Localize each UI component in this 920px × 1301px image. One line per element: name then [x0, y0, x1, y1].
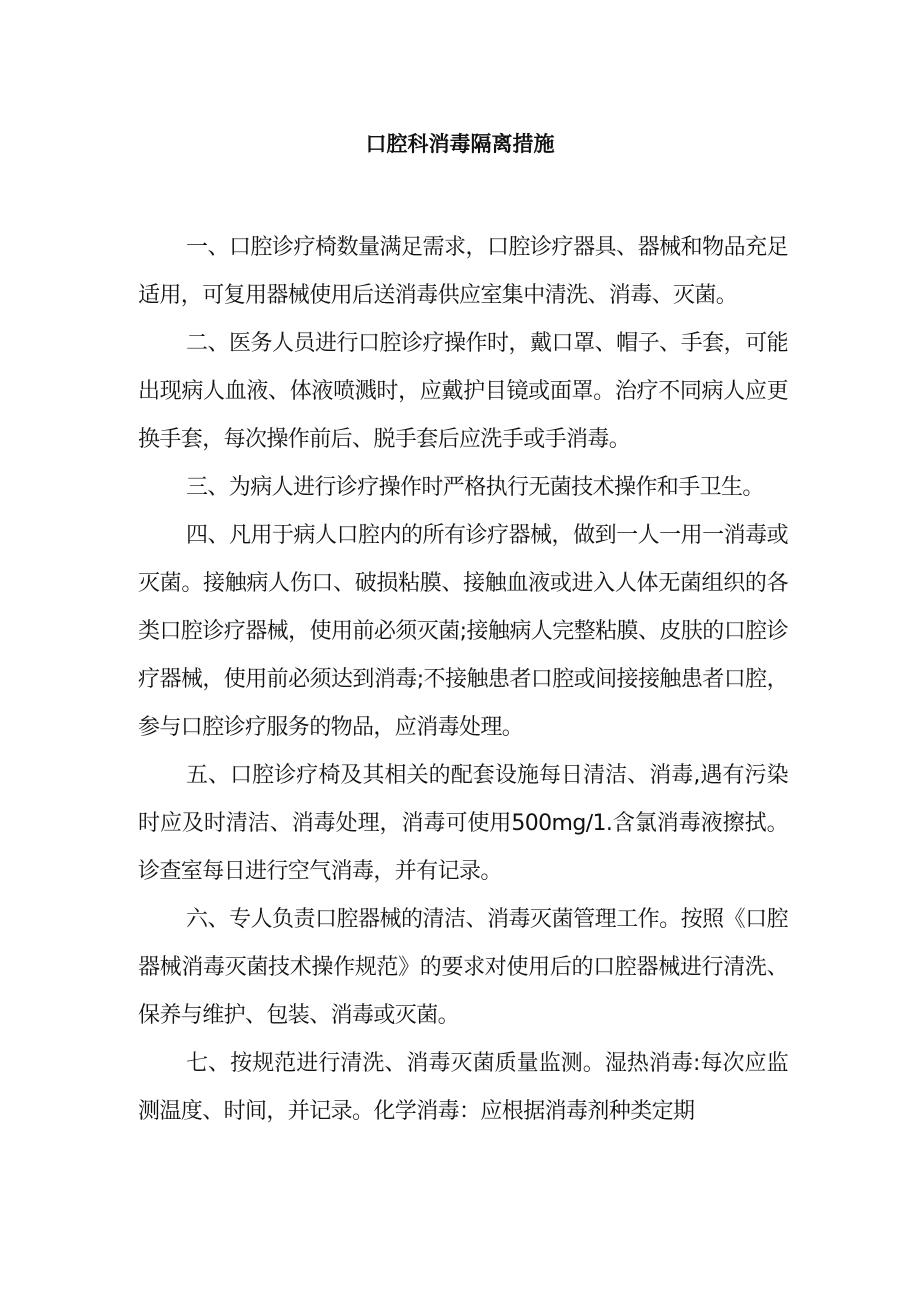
- document-body: [138, 224, 788, 1136]
- paragraph-2: 二、医务人员进行口腔诊疗操作时，戴口罩、帽子、手套，可能出现病人血液、体液喷溅时，应戴护目镜或面罩。治疗不同病人应更换手套，每次操作前后、脱手套后应洗手或手消毒。: [138, 331, 788, 452]
- paragraph-4: 四、凡用于病人口腔内的所有诊疗器械，做到一人一用一消毒或灭菌。接触病人伤口、破损粘膜、接触血液或进入人体无菌组织的各类口腔诊疗器械，使用前必须灭菌;接触病人完整粘膜、皮肤的口腔诊疗器械，使用前必须达到消毒;不接触患者口腔或间接接触患者口腔，参与口腔诊疗服务的物品，应消毒处理。: [138, 523, 788, 740]
- paragraph-1: 一、口腔诊疗椅数量满足需求，口腔诊疗器具、器械和物品充足适用，可复用器械使用后送消毒供应室集中清洗、消毒、灭菌。: [138, 235, 788, 308]
- paragraph-6: 六、专人负责口腔器械的清洁、消毒灭菌管理工作。按照《口腔器械消毒灭菌技术操作规范》的要求对使用后的口腔器械进行清洗、保养与维护、包装、消毒或灭菌。: [138, 907, 788, 1028]
- paragraph-7: 七、按规范进行清洗、消毒灭菌质量监测。湿热消毒:每次应监测温度、时间，并记录。化学消毒：应根据消毒剂种类定期: [138, 1051, 788, 1124]
- paragraph-3: 三、为病人进行诊疗操作时严格执行无菌技术操作和手卫生。: [186, 475, 764, 500]
- document-title: 口腔科消毒隔离措施: [365, 132, 555, 156]
- paragraph-5: 五、口腔诊疗椅及其相关的配套设施每日清洁、消毒,遇有污染时应及时清洁、消毒处理，消毒可使用500mg∕1.含氯消毒液擦拭。诊查室每日进行空气消毒，并有记录。: [138, 763, 788, 884]
